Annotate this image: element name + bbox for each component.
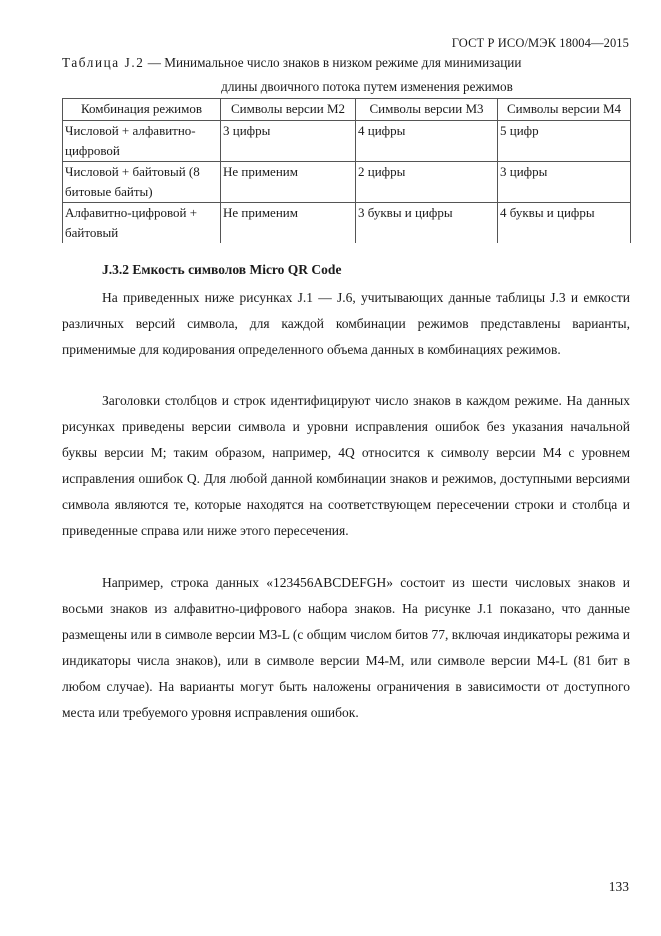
table-caption-label: Таблица J.2: [62, 55, 145, 70]
table-row: [63, 162, 631, 203]
body-paragraph-3: Например, строка данных «123456ABCDEFGH» состоит из шести числовых знаков и восьми знаков из алфавитно-цифрового набора знаков. На рисунке J.1 показано, что данные размещены или в символе версии M3-L (с общим числом битов 77, включая индикаторы режима и индикаторы числа знаков), или в символе версии M4-M, или символе версии M4-L (81 бит в любом случае). На варианты могут быть наложены ограничения в зависимости от доступного места или требуемого уровня исправления ошибок.: [62, 575, 630, 720]
table-cell-m3: 3 буквы и цифры: [356, 203, 498, 244]
table-caption-line1: [62, 51, 632, 75]
column-header-m4: Символы версии M4: [498, 99, 631, 121]
body-paragraph-1: На приведенных ниже рисунках J.1 — J.6, учитывающих данные таблицы J.3 и емкости различных версий символа, для каждой комбинации режимов представлены варианты, применимые для кодирования определенного объема данных в комбинациях режимов.: [62, 290, 630, 357]
column-header-m3: Символы версии M3: [356, 99, 498, 121]
table-cell-m2: 3 цифры: [221, 121, 356, 162]
body-paragraph-2: Заголовки столбцов и строк идентифицируют число знаков в каждом режиме. На данных рисунках приведены версии символа и уровни исправления ошибок без указания начальной буквы версии M; таким образом, например, 4Q относится к символу версии M4 с уровнем исправления ошибок Q. Для любой данной комбинации знаков и режимов, доступными версиями символа являются те, которые находятся на соответствующем пересечении строки и столбца и приведенные справа или ниже этого пересечения.: [62, 393, 630, 538]
table-cell-m2: Не применим: [221, 162, 356, 203]
table-caption-dash: —: [144, 55, 165, 70]
table-cell-m4: 4 буквы и цифры: [498, 203, 631, 244]
table-cell-mode: Алфавитно-цифровой + байтовый: [63, 203, 221, 244]
document-header: ГОСТ Р ИСО/МЭК 18004—2015: [451, 36, 629, 50]
table-cell-m4: 5 цифр: [498, 121, 631, 162]
section-heading: J.3.2 Емкость символов Micro QR Code: [102, 262, 342, 277]
column-header-m2: Символы версии M2: [221, 99, 356, 121]
table-cell-m3: 2 цифры: [356, 162, 498, 203]
table-row: [63, 203, 631, 244]
table-caption-text1: Минимальное число знаков в низком режиме для минимизации: [164, 55, 522, 70]
table-cell-mode: Числовой + байтовый (8 битовые байты): [63, 162, 221, 203]
table-header-row: [63, 99, 631, 121]
mode-combination-table: [62, 98, 631, 243]
table-row: [63, 121, 631, 162]
page-number: 133: [608, 879, 629, 894]
table-caption: [62, 51, 632, 99]
table-cell-m3: 4 цифры: [356, 121, 498, 162]
table-cell-mode: Числовой + алфавитно-цифровой: [63, 121, 221, 162]
table-cell-m4: 3 цифры: [498, 162, 631, 203]
table-caption-line2: длины двоичного потока путем изменения режимов: [221, 79, 513, 94]
table-cell-m2: Не применим: [221, 203, 356, 244]
column-header-mode-combination: Комбинация режимов: [63, 99, 221, 121]
